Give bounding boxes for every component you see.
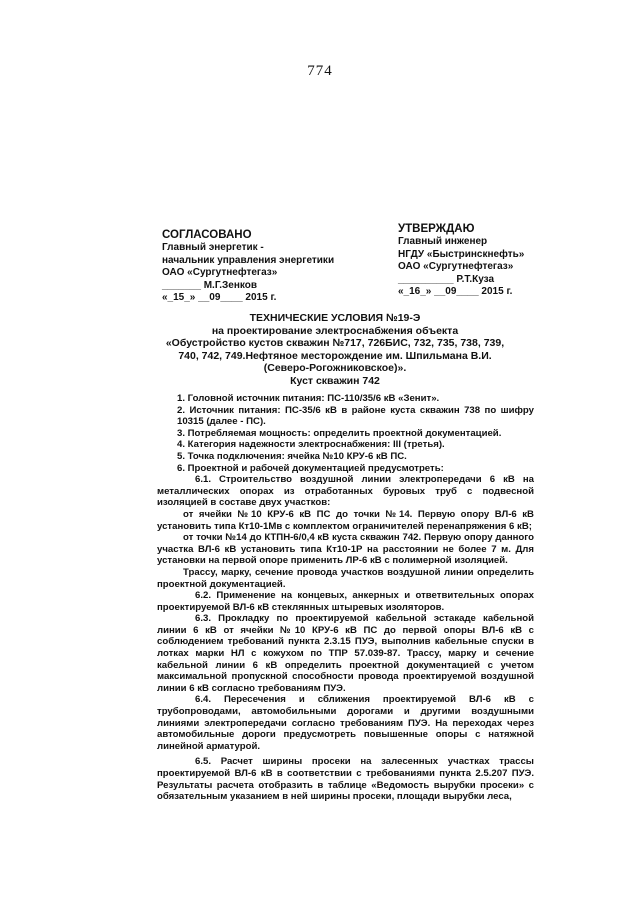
paragraph: 6.5. Расчет ширины просеки на залесенных участках трассы проектируемой ВЛ-6 кВ в соответствии с требованиями пункта 2.5.207 ПУЭ. Результаты расчета отобразить в таблице «Ведомость вырубки просеки» с обязательным указанием в ней ширины просеки, площади вырубки леса, (157, 756, 534, 803)
title-line: ТЕХНИЧЕСКИЕ УСЛОВИЯ №19-Э (249, 312, 421, 324)
paragraph: 2. Источник питания: ПС-35/6 кВ в районе куста скважин 738 по шифру 10315 (далее - ПС). (177, 404, 534, 428)
position-line: Главный энергетик - (162, 242, 264, 253)
paragraph: 6.3. Прокладку по проектируемой кабельной эстакаде кабельной линии 6 кВ от ячейки №10 КРУ-6 кВ ПС до первой опоры ВЛ-6 кВ с соблюдением требований пункта 2.3.15 ПУЭ, выполнив кабельные спуски в лотках марки НЛ с кожухом по ТПР 57.039-87. Трассу, марку и сечение кабельной линии 6 кВ определить проектной документацией с учетом максимальной пропускной способности провода проектируемой воздушной линии 6 кВ согласно требованиям ПУЭ. (157, 613, 534, 694)
organization-line: ОАО «Сургутнефтегаз» (398, 261, 514, 272)
signature-line: __________ Р.Т.Куза (398, 273, 495, 285)
paragraph: 5. Точка подключения: ячейка №10 КРУ-6 кВ ПС. (177, 450, 407, 462)
paragraph: 4. Категория надежности электроснабжения: III (третья). (177, 439, 445, 451)
title-line: 740, 742, 749.Нефтяное месторождение им. Шпильмана В.И. (178, 349, 492, 362)
date-line: «_15_» __09____ 2015 г. (162, 292, 277, 303)
title-line: Куст скважин 742 (290, 374, 380, 387)
paragraph: 3. Потребляемая мощность: определить проектной документацией. (177, 427, 502, 439)
page-number: 774 (307, 63, 333, 79)
paragraph: от ячейки №10 КРУ-6 кВ ПС до точки №14. Первую опору ВЛ-6 кВ установить типа Кт10-1Мв с комплектом ограничителей перенапряжения 6 кВ; (157, 508, 534, 532)
approval-title: СОГЛАСОВАНО (162, 229, 252, 241)
approval-title: УТВЕРЖДАЮ (398, 223, 475, 235)
paragraph: 6.4. Пересечения и сближения проектируемой ВЛ-6 кВ с трубопроводами, автомобильными дорогами и другими воздушными линиями электропередачи согласно требованиям ПУЭ. На переходах через автомобильные дороги предусмотреть повышенные опоры с натяжной линейной арматурой. (157, 694, 534, 752)
paragraph: 6.2. Применение на концевых, анкерных и ответвительных опорах проектируемой ВЛ-6 кВ стеклянных штыревых изоляторов. (157, 590, 534, 613)
organization-line: НГДУ «Быстринскнефть» (398, 248, 525, 260)
approval-block-approved (398, 222, 598, 299)
title-line: на проектирование электроснабжения объекта (211, 324, 459, 337)
paragraph: 1. Головной источник питания: ПС-110/35/6 кВ «Зенит». (177, 393, 440, 404)
paragraph: Трассу, марку, сечение провода участков воздушной линии определить проектной документацией. (157, 566, 534, 590)
position-line: начальник управления энергетики (162, 254, 335, 266)
organization-line: ОАО «Сургутнефтегаз» (162, 267, 278, 278)
signature-line: _______ М.Г.Зенков (162, 279, 258, 291)
approval-block-agreed (162, 228, 372, 305)
document-body (157, 393, 534, 803)
position-line: Главный инженер (398, 236, 488, 247)
title-line: «Обустройство кустов скважин №717, 726БИС, 732, 735, 738, 739, (165, 337, 505, 349)
title-line: (Северо-Рогожниковское)». (263, 362, 407, 374)
paragraph: 6. Проектной и рабочей документацией предусмотреть: (177, 462, 444, 474)
document-title (150, 312, 520, 387)
paragraph: от точки №14 до КТПН-6/0,4 кВ куста скважин 742. Первую опору данного участка ВЛ-6 кВ установить типа Кт10-1Р на расстоянии не более 7 м. Для установки на первой опоре применить ЛР-6 кВ с полимерной изоляцией. (157, 532, 534, 567)
date-line: «_16_» __09____ 2015 г. (398, 286, 513, 297)
paragraph: 6.1. Строительство воздушной линии электропередачи 6 кВ на металлических опорах из отработанных буровых труб с подвесной изоляцией в составе двух участков: (157, 474, 534, 509)
